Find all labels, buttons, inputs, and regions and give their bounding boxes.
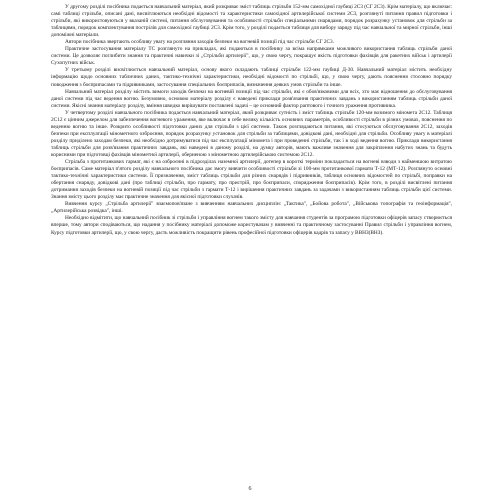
page-number: 6 bbox=[248, 486, 252, 492]
paragraph-section-three-safety: Навчальний матеріал розділу містить вимоги заходів безпеки на вогневій позиції під час стрільби, які є обов'язковими для всіх, хто має відношення до обслуговування даної системи під час ведення вогню. Безумовно, основою матеріалу розділу є наведені приклади розв'язання практичних завдань з використанням таблиць стрільби даної системи. Якісні знання матеріалу розділу, вміння швидко вирішувати поставлені задачі – це основний фактор раптового і точного ураження противника. bbox=[51, 88, 452, 109]
paragraph-section-five: Стрільба з протитанкових гармат, які є на озброєнні в підрозділах наземної артилерії, дотепер в короткі терміни покладається на вогневі взводи з найменшою витратою боєприпасів. Саме матеріал п'ятого розділу навчального посібника дає змогу вивчити особливості стрільби зі 100-мм протитанкової гармати Т-12 (МТ-12). Розглянуто основні тактико-технічні характеристики системи. Її призначення, зміст таблиць стрільби для різних снарядів і підривників, таблиця основних відомостей по стрільбі, поправки на обертання снаряду, довідкові дані (про таблиці стрільби, про гармату, про пристрій, про боєприпаси, спорядження боєприпасів). Крім того, в розділі висвітлені питання дотримання заходів безпеки на вогневій позиції під час стрільби з гармати Т-12 і вирішення практичних завдань за задачами з використанням таблиць стрільби цієї системи. Знання змісту цього розділу має практичне значення для якісної підготовки слухачів. bbox=[51, 159, 452, 201]
paragraph-intro-section-two: У другому розділі посібника подається навчальний матеріал, який розкриває зміст таблиць стрільби 152-мм самохідної гаубиці 2С3 (СГ 2С3). Крім матеріалу, що включає: самі таблиці стрільби, описані дані, висвітлюються необхідні відомості та характеристики самохідної артилерійської системи 2С3, розглянуті питання правил підготовки і стрільби, які використовуються у вказаній системі, питання обслуговування та особливості стрільби спеціальними снарядами, порядок розрахунку установок для стрільби за таблицями, порядок комплектування пострілів для самохідної гаубиці 2С3. Крім того, у розділі подається таблиця для вибору заряду під час навчальної та мирної стрільби, інші допоміжні матеріали. bbox=[51, 4, 452, 39]
paragraph-related-courses: Вивчення курсу „Стрільба артилерії" взаємопов'язане з вивченням навчальних дисциплін: „Тактика", „Бойова робота", „Військова топографія та геоінформація", „Артилерійська розвідка", інші. bbox=[51, 201, 452, 215]
paragraph-conclusion: Необхідно відмітити, що навчальний посібник зі стрільби і управління вогнем такого змісту для навчання студентів за програмою підготовки офіцерів запасу створюється вперше, тому автори сподіваються, що надання у посібнику матеріалі допоможе користувачам у вивченні та практичному застосуванні Правил стрільби і управління вогнем, Курсу підготовки артилерії, що, у свою чергу, дасть можливість покращити рівень професійної підготовки офіцерів кадрів та запасу у ВВНЗ(ВНЗ). bbox=[51, 215, 452, 236]
paragraph-practical-application: Практичне застосування матеріалу ТС розглянуто на прикладах, які подаються в посібнику за всіма напрямками можливого використання таблиць стрільби даної системи. Це дозволяє поглибити знання та практичні навички зі „Стрільби артилерії", що, у свою чергу, покращує якість підготовки фахівців для ракетних військ і артилерії Сухопутних військ. bbox=[51, 46, 452, 67]
paragraph-section-three: У третьому розділі висвітлюється навчальний матеріал, основу якого складають таблиці стрільби 122-мм гаубиці Д-30. Навчальний матеріал містить необхідну інформацію щодо основних табличних даних, тактико-технічні характеристики, необхідні відомості по стрільбі, що, у свою чергу, дають пояснення стосовно порядку поводження з боєприпасами та підривниками, застосування спеціальних боєприпасів, визначення деяких умов стрільби та інше. bbox=[51, 67, 452, 88]
paragraph-safety-note: Автори посібника звертають особливу увагу на розгляння заходів безпеки на вогневій позиції під час стрільби СГ 2С3. bbox=[65, 39, 335, 46]
paragraph-section-four: У четвертому розділі навчального посібника подається навчальний матеріал, який розкриває сутність і зміст таблиць стрільби 120-мм возимого міномета 2С12. Таблиця 2С12 є цінним джерелом для забезпечення вогневого ураження, яке включає в себе велику кількість основних параметрів, особливості стрільби в різних умовах, пояснення по веденню вогню та інше. Розкрито особливості підготовки даних для стрільби з цієї системи. Також розглядаються питання, які стосуються обслуговування 2С12, заходів безпеки при експлуатації мінометного озброєння, порядок розрахунку установок для стрільби за таблицями, довідкові дані, необхідні для стрільби. Особливу увагу в матеріалі розділу приділено заходам безпеки, які необхідно дотримуватися під час експлуатації міномета і при проведенні стрільби, так і в ході ведення вогню. Приклади використання таблиць стрільби для розв'язання практичних завдань, які наведені в даному розділі, на думку авторів, мають важливе значення для закріплення набутих знань та будуть корисними при підготовці фахівців мінометної артилерії, оберненою з мінометною артилерійською системою 2С12. bbox=[51, 109, 452, 158]
